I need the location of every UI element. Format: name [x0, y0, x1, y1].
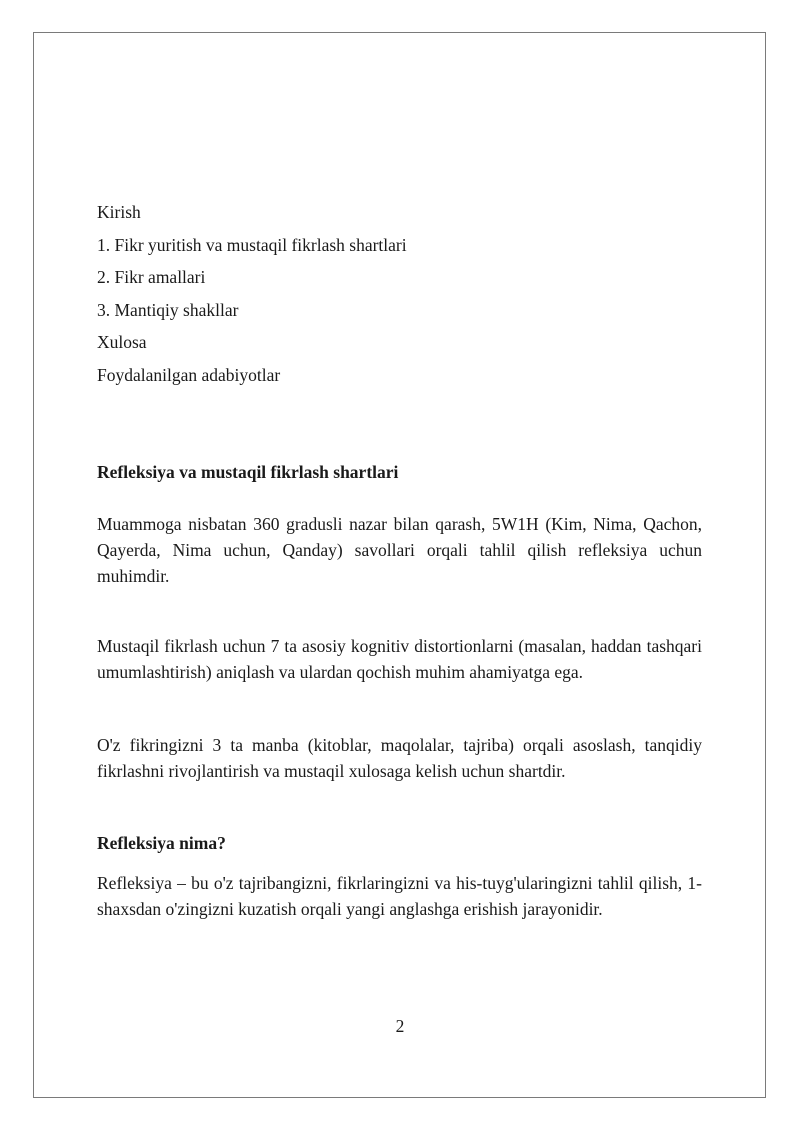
table-of-contents — [97, 199, 702, 395]
toc-item-references: Foydalanilgan adabiyotlar — [97, 364, 281, 385]
section-heading-reflection-conditions: Refleksiya va mustaqil fikrlash shartlari — [97, 462, 399, 482]
paragraph-reflection-definition: Refleksiya – bu o'z tajribangizni, fikrlaringizni va his-tuyg'ularingizni tahlil qilish, 1-shaxsdan o'zingizni kuzatish orqali yangi anglashga erishish jarayonidir. — [97, 873, 702, 919]
toc-item-intro: Kirish — [97, 202, 141, 222]
toc-item-conclusion: Xulosa — [97, 332, 147, 353]
section-heading-what-is-reflection: Refleksiya nima? — [97, 833, 226, 853]
toc-item-chapter-1: 1. Fikr yuritish va mustaqil fikrlash shartlari — [97, 234, 407, 255]
page-number: 2 — [395, 1016, 405, 1036]
toc-item-chapter-2: 2. Fikr amallari — [97, 267, 206, 288]
paragraph-cognitive-distortions: Mustaqil fikrlash uchun 7 ta asosiy kognitiv distortionlarni (masalan, haddan tashqari umumlashtirish) aniqlash va ulardan qochish muhim ahamiyatga ega. — [97, 636, 702, 682]
paragraph-360-analysis: Muammoga nisbatan 360 gradusli nazar bilan qarash, 5W1H (Kim, Nima, Qachon, Qayerda, Nima uchun, Qanday) savollari orqali tahlil qilish refleksiya uchun muhimdir. — [97, 514, 702, 586]
paragraph-three-sources: O'z fikringizni 3 ta manba (kitoblar, maqolalar, tajriba) orqali asoslash, tanqidiy fikrlashni rivojlantirish va mustaqil xulosaga kelish uchun shartdir. — [97, 735, 702, 781]
toc-item-chapter-3: 3. Mantiqiy shakllar — [97, 299, 239, 320]
